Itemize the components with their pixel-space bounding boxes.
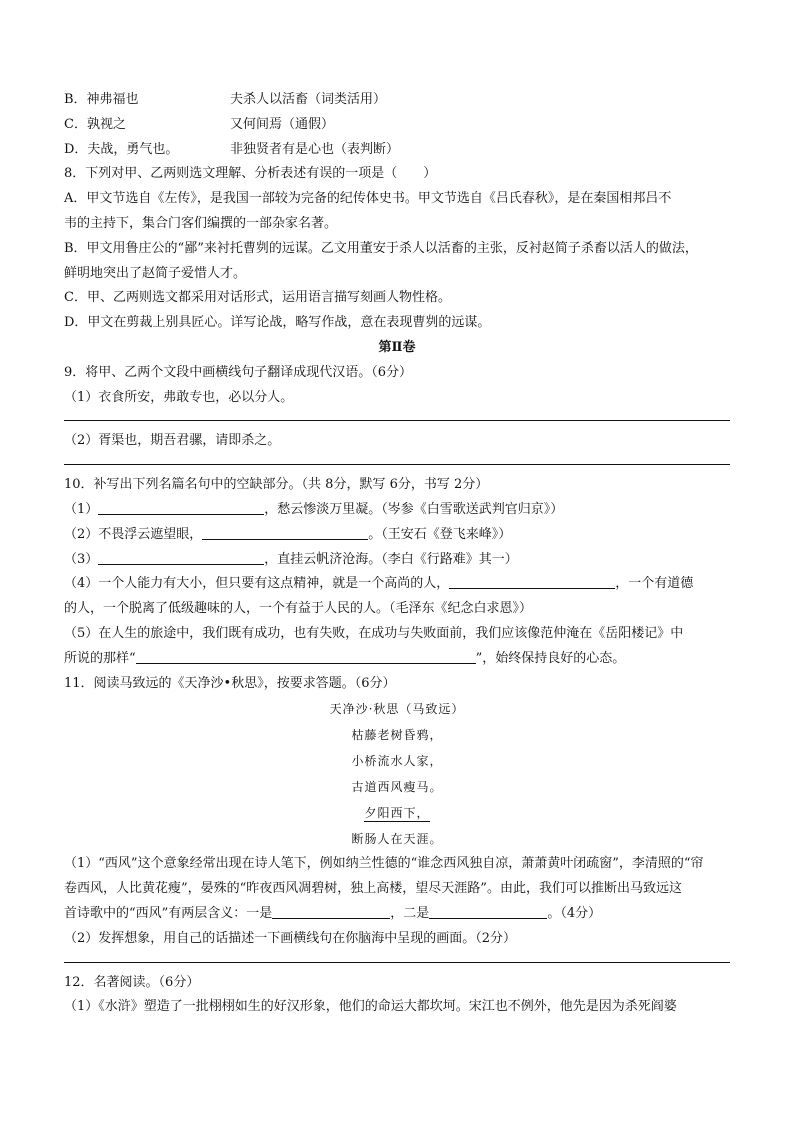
q11-part1-middle: ，二是	[390, 905, 430, 921]
q8-stem: 8．下列对甲、乙两则选文理解、分析表述有误的一项是（ ）	[64, 166, 437, 182]
q12-stem: 12．名著阅读。（6分）	[64, 974, 200, 990]
q7-option-b-right: 夫杀人以活畜（词类活用）	[230, 92, 387, 107]
q7-option-d-right: 非独贤者有是心也（表判断）	[230, 141, 400, 157]
q7-option-c	[64, 113, 730, 138]
poem-line-3: 古道西风瘦马。	[351, 780, 443, 795]
q10-line-5-suffix: ”，始终保持良好的心态。	[475, 650, 626, 666]
q10-line-5b	[64, 647, 730, 672]
q10-blank-3[interactable]	[98, 550, 264, 565]
q10-line-3	[64, 548, 730, 573]
poem-line-1: 枯藤老树昏鸦，	[351, 728, 443, 743]
q10-line-2	[64, 523, 730, 548]
q10-line-2-prefix: （2）不畏浮云遮望眼，	[64, 526, 203, 542]
q10-blank-5[interactable]	[136, 649, 476, 664]
section-title: 第Ⅱ卷	[378, 339, 416, 355]
q11-part1-line1: （1）“西风”这个意象经常出现在诗人笔下，例如纳兰性德的“谁念西风独自凉，萧萧黄叶闭疏窗”，李清照的“帘	[64, 856, 704, 872]
q8-option-d: D．甲文在剪裁上别具匠心。详写论战，略写作战，意在表现曹刿的远谋。	[64, 315, 491, 331]
q10-line-4b: 的人，一个脱离了低级趣味的人，一个有益于人民的人。（毛泽东《纪念白求恩》）	[64, 601, 533, 617]
q9-stem: 9．将甲、乙两个文段中画横线句子翻译成现代汉语。（6分）	[64, 364, 413, 380]
q11-blank-1[interactable]	[272, 904, 390, 919]
q11-blank-2[interactable]	[429, 904, 547, 919]
q10-line-2-suffix: 。（王安石《登飞来峰》）	[368, 526, 512, 542]
q11-part2: （2）发挥想象，用自己的话描述一下画横线句在你脑海中呈现的画面。（2分）	[64, 930, 517, 946]
q10-line-4-suffix: ，一个有道德	[615, 576, 694, 592]
poem-line-4	[64, 800, 730, 826]
q8-option-c: C．甲、乙两则选文都采用对话形式，运用语言描写刻画人物性格。	[64, 290, 451, 306]
q7-option-d-left: D．夫战，勇气也。	[64, 141, 179, 157]
q10-line-4-prefix: （4）一个人能力有大小，但只要有这点精神，就是一个高尚的人，	[64, 576, 450, 592]
q10-line-4	[64, 572, 730, 597]
q7-option-b-left: B．神弗福也	[64, 92, 139, 107]
q10-blank-1[interactable]	[98, 500, 264, 515]
q9-sentence-2: （2）胥渠也，期吾君骡，请即杀之。	[64, 433, 281, 449]
q10-blank-4[interactable]	[449, 574, 615, 589]
q9-answer-line-2[interactable]	[64, 464, 730, 465]
q10-line-1	[64, 498, 730, 523]
q10-stem: 10．补写出下列名篇名句中的空缺部分。（共 8分，默写 6分，书写 2分）	[64, 477, 489, 493]
q10-line-5a: （5）在人生的旅途中，我们既有成功，也有失败，在成功与失败面前，我们应该像范仲淹在《岳阳楼记》中	[64, 625, 684, 641]
q10-line-3-prefix: （3）	[64, 551, 99, 567]
q10-line-3-suffix: ，直挂云帆济沧海。（李白《行路难》其一）	[264, 551, 518, 567]
q8-option-a-line2: 韦的主持下，集合门客们编撰的一部杂家名著。	[64, 215, 338, 231]
q10-line-1-suffix: ，愁云惨淡万里凝。（岑参《白雪歌送武判官归京》）	[264, 501, 564, 517]
q11-part1-line3	[64, 902, 730, 927]
q7-option-b	[64, 88, 730, 113]
exam-page	[64, 88, 730, 1020]
poem-line-2: 小桥流水人家，	[351, 754, 443, 769]
poem-title: 天净沙·秋思（马致远）	[329, 702, 465, 717]
q7-option-c-left: C．孰视之	[64, 116, 126, 132]
q8-option-a-line1: A．甲文节选自《左传》，是我国一部较为完备的纪传体史书。甲文节选自《吕氏春秋》，是在秦国相邦吕不	[64, 191, 672, 207]
q11-answer-line[interactable]	[64, 962, 730, 963]
q9-answer-line-1[interactable]	[64, 420, 730, 421]
q8-option-b-line2: 鲜明地突出了赵简子爱惜人才。	[64, 265, 247, 281]
q7-option-d	[64, 138, 730, 163]
q8-option-b-line1: B．甲文用鲁庄公的“鄙”来衬托曹刿的远谋。乙文用董安于杀人以活畜的主张，反衬赵简子杀畜以活人的做法，	[64, 240, 698, 256]
poem-line-5: 断肠人在天涯。	[351, 832, 443, 847]
q10-line-5-prefix: 所说的那样“	[64, 650, 136, 666]
q11-part1-suffix: 。（4分）	[547, 905, 602, 921]
q7-option-c-right: 又何间焉（通假）	[230, 116, 335, 132]
q9-sentence-1: （1）衣食所安，弗敢专也，必以分人。	[64, 389, 294, 405]
poem-line-4-text: 夕阳西下，	[364, 806, 430, 821]
q11-part1-prefix: 首诗歌中的“西风”有两层含义：一是	[64, 905, 273, 921]
q12-part1: （1）《水浒》塑造了一批栩栩如生的好汉形象，他们的命运大都坎坷。宋江也不例外，他先是因为杀死阎婆	[64, 999, 677, 1015]
q10-line-1-prefix: （1）	[64, 501, 99, 517]
q11-part1-line2: 卷西风，人比黄花瘦”，晏殊的“昨夜西风凋碧树，独上高楼，望尽天涯路”。由此，我们可以推断出马致远这	[64, 881, 682, 897]
q11-stem: 11．阅读马致远的《天净沙•秋思》，按要求答题。（6分）	[64, 675, 396, 691]
q10-blank-2[interactable]	[202, 525, 368, 540]
